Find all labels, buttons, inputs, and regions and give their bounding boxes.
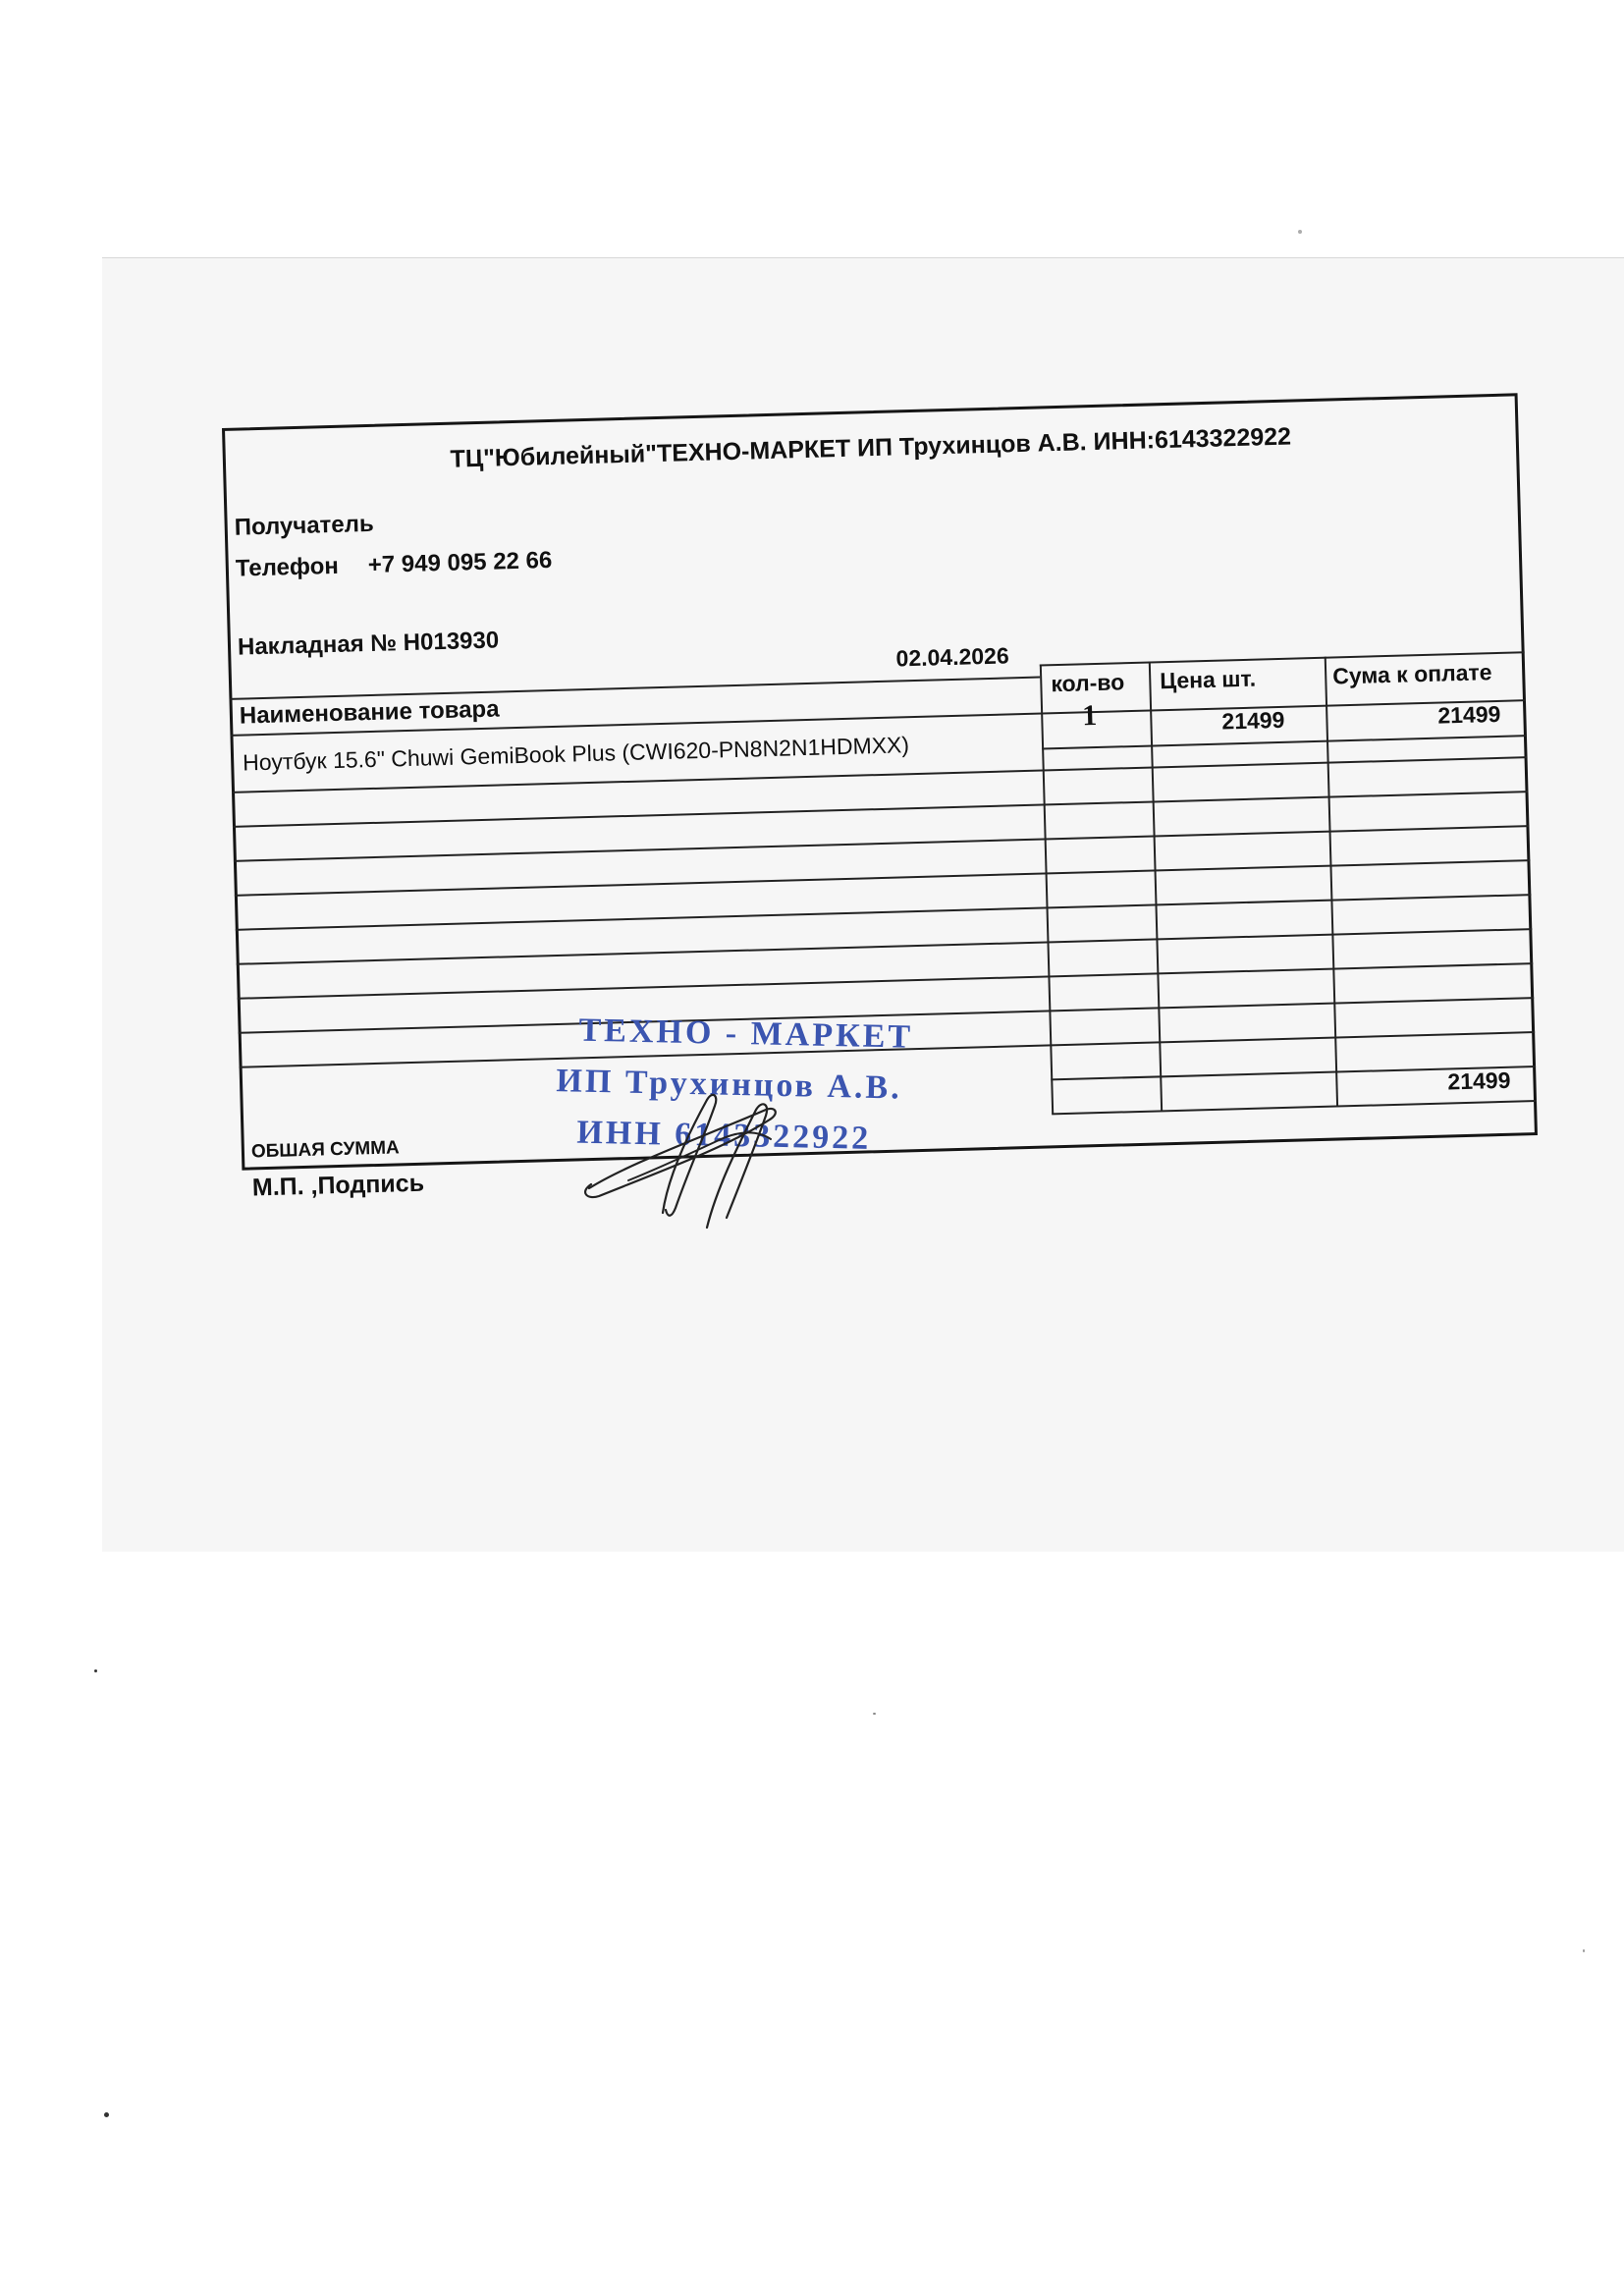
item-quantity: 1 xyxy=(1081,699,1098,733)
table-divider xyxy=(234,825,1530,862)
scan-speck xyxy=(1583,1949,1585,1952)
invoice-date: 02.04.2026 xyxy=(895,642,1010,672)
stamp-signature-label: М.П. ,Подпись xyxy=(251,1169,425,1202)
stamp-line: ИНН 6143322922 xyxy=(576,1114,872,1157)
table-divider xyxy=(1325,657,1338,1107)
column-header-price: Цена шт. xyxy=(1159,665,1257,694)
invoice-number: Накладная № Н013930 xyxy=(237,627,500,661)
column-header-sum: Сума к оплате xyxy=(1331,659,1492,689)
phone-number: +7 949 095 22 66 xyxy=(367,546,553,579)
item-name: Ноутбук 15.6" Chuwi GemiBook Plus (CWI620-PN8N2N1HDMXX) xyxy=(242,732,910,776)
column-header-name: Наименование товара xyxy=(239,695,500,730)
scan-speck xyxy=(1298,230,1302,234)
table-divider xyxy=(235,859,1531,897)
table-divider xyxy=(236,894,1532,931)
total-label: ОБШАЯ СУММА xyxy=(250,1137,401,1163)
table-divider xyxy=(1052,1100,1537,1115)
table-divider xyxy=(1042,735,1527,749)
table-divider xyxy=(238,962,1534,1000)
phone-label: Телефон xyxy=(235,552,340,582)
stamp-line: ТЕХНО - МАРКЕТ xyxy=(578,1011,914,1056)
scan-speck xyxy=(873,1713,876,1715)
table-divider xyxy=(1149,662,1163,1112)
table-divider xyxy=(233,791,1529,828)
scanned-sheet-edge xyxy=(102,257,1624,258)
handwritten-signature xyxy=(569,1070,825,1247)
table-divider xyxy=(237,928,1533,965)
recipient-label: Получатель xyxy=(234,510,375,541)
item-price: 21499 xyxy=(1221,706,1285,735)
scan-speck xyxy=(94,1669,97,1672)
stamp-line: ИП Трухинцов А.В. xyxy=(556,1063,903,1107)
item-sum: 21499 xyxy=(1437,700,1501,729)
table-divider xyxy=(229,677,1040,700)
column-header-qty: кол-во xyxy=(1050,669,1125,697)
invoice-title: ТЦ"Юбилейный"ТЕХНО-МАРКЕТ ИП Трухинцов А.В. ИНН:6143322922 xyxy=(450,422,1292,473)
scan-speck xyxy=(104,2112,109,2117)
table-divider xyxy=(1040,665,1054,1115)
total-sum: 21499 xyxy=(1447,1066,1511,1095)
